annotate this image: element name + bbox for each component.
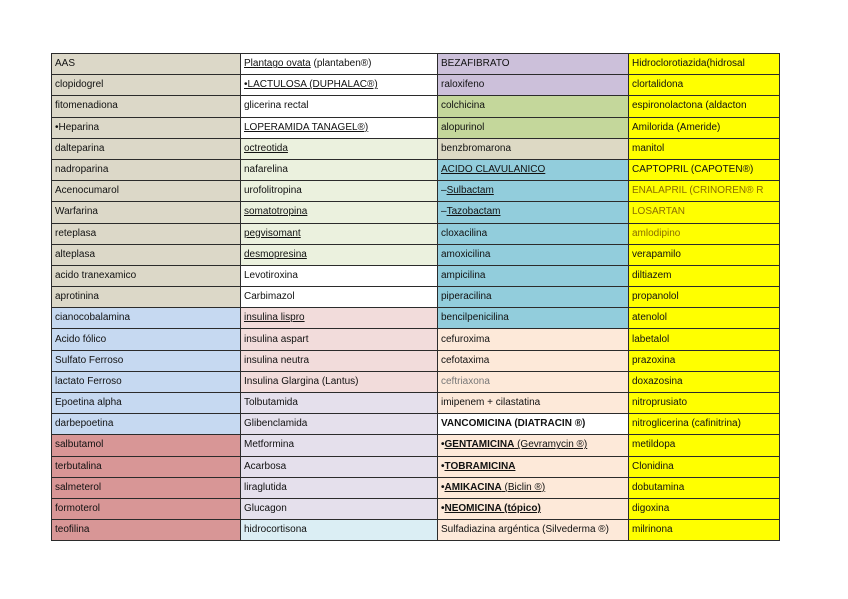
cell-text: salmeterol (55, 481, 102, 493)
table-cell[interactable] (241, 181, 438, 202)
table-cell[interactable] (438, 435, 629, 456)
table-cell[interactable] (241, 520, 438, 541)
table-cell[interactable] (241, 244, 438, 265)
cell-text: LOSARTAN (632, 206, 685, 218)
cell-text: BEZAFIBRATO (441, 58, 510, 70)
table-cell[interactable] (629, 329, 780, 350)
cell-text: Acido fólico (55, 333, 107, 345)
table-cell[interactable] (629, 223, 780, 244)
cell-text: raloxifeno (441, 79, 485, 91)
cell-text: urofolitropina (244, 185, 302, 197)
table-row (52, 393, 780, 414)
table-cell[interactable] (241, 287, 438, 308)
table-cell[interactable] (52, 117, 241, 138)
table-cell[interactable] (241, 308, 438, 329)
table-cell[interactable] (241, 329, 438, 350)
table-row (52, 329, 780, 350)
table-row (52, 138, 780, 159)
table-cell[interactable] (52, 223, 241, 244)
cell-text: Tazobactam (446, 206, 501, 218)
table-cell[interactable] (241, 54, 438, 75)
table-row (52, 308, 780, 329)
cell-text: AAS (55, 58, 76, 70)
cell-text: alopurinol (441, 121, 485, 133)
cell-text: Insulina Glargina (Lantus) (244, 375, 359, 387)
table-cell[interactable] (438, 393, 629, 414)
cell-text: Tolbutamida (244, 397, 298, 409)
cell-text: hidrocortisona (244, 524, 307, 536)
table-cell[interactable] (52, 138, 241, 159)
table-cell[interactable] (438, 498, 629, 519)
cell-text: CAPTOPRIL (CAPOTEN®) (632, 164, 754, 176)
table-cell[interactable] (438, 223, 629, 244)
table-row (52, 223, 780, 244)
table-cell[interactable] (629, 181, 780, 202)
table-cell[interactable] (438, 181, 629, 202)
cell-text: doxazosina (632, 375, 683, 387)
cell-text: amlodipino (632, 227, 681, 239)
table-row (52, 477, 780, 498)
table-cell[interactable] (629, 393, 780, 414)
table-row (52, 498, 780, 519)
cell-text: NEOMICINA (tópico) (444, 503, 541, 515)
cell-text: aprotinina (55, 291, 99, 303)
cell-text: terbutalina (55, 460, 102, 472)
table-cell[interactable] (438, 371, 629, 392)
cell-text: ENALAPRIL (CRINOREN® R (632, 185, 764, 197)
cell-text: imipenem + cilastatina (441, 397, 541, 409)
table-row (52, 520, 780, 541)
cell-text: propanolol (632, 291, 679, 303)
cell-text: dobutamina (632, 481, 685, 493)
table-cell[interactable] (52, 96, 241, 117)
table-cell[interactable] (629, 477, 780, 498)
table-row (52, 265, 780, 286)
cell-text: – (441, 185, 447, 197)
cell-text: octreotida (244, 142, 288, 154)
cell-text: Plantago ovata (244, 58, 311, 70)
table-cell[interactable] (629, 456, 780, 477)
cell-text: insulina neutra (244, 354, 310, 366)
cell-text: • (441, 503, 445, 515)
table-cell[interactable] (241, 498, 438, 519)
table-cell[interactable] (241, 202, 438, 223)
cell-text: •Heparina (55, 121, 100, 133)
table-cell[interactable] (241, 456, 438, 477)
cell-text: Acarbosa (244, 460, 287, 472)
cell-text: Hidroclorotiazida(hidrosal (632, 58, 745, 70)
cell-text: labetalol (632, 333, 670, 345)
cell-text: Warfarina (55, 206, 98, 218)
cell-text: Clonidina (632, 460, 674, 472)
table-row (52, 456, 780, 477)
table-cell[interactable] (629, 350, 780, 371)
cell-text: metildopa (632, 439, 676, 451)
table-cell[interactable] (438, 477, 629, 498)
table-cell[interactable] (241, 138, 438, 159)
table-cell[interactable] (241, 75, 438, 96)
cell-text: reteplasa (55, 227, 97, 239)
cell-text: pegvisomant (244, 227, 301, 239)
cell-text: •LACTULOSA (DUPHALAC®) (244, 79, 378, 91)
cell-text: cefotaxima (441, 354, 490, 366)
cell-text: nitroprusiato (632, 397, 688, 409)
table-row (52, 414, 780, 435)
cell-text: Metformina (244, 439, 295, 451)
table-cell[interactable] (241, 96, 438, 117)
cell-text: TOBRAMICINA (444, 460, 516, 472)
cell-text: • (441, 460, 445, 472)
cell-text: (Biclin ®) (501, 481, 546, 493)
table-cell[interactable] (241, 393, 438, 414)
table-cell[interactable] (629, 54, 780, 75)
table-cell[interactable] (52, 393, 241, 414)
table-cell[interactable] (629, 96, 780, 117)
table-cell[interactable] (629, 75, 780, 96)
cell-text: ceftriaxona (441, 375, 490, 387)
cell-text: atenolol (632, 312, 668, 324)
cell-text: digoxina (632, 503, 670, 515)
cell-text: clortalidona (632, 79, 684, 91)
cell-text: insulina aspart (244, 333, 309, 345)
cell-text: liraglutida (244, 481, 287, 493)
cell-text: salbutamol (55, 439, 104, 451)
table-cell[interactable] (438, 329, 629, 350)
table-row (52, 75, 780, 96)
cell-text: glicerina rectal (244, 100, 309, 112)
cell-text: desmopresina (244, 248, 307, 260)
cell-text: diltiazem (632, 269, 672, 281)
table-cell[interactable] (629, 435, 780, 456)
drug-table-body (52, 54, 780, 541)
cell-text: dalteparina (55, 142, 105, 154)
cell-text: clopidogrel (55, 79, 104, 91)
table-cell[interactable] (52, 520, 241, 541)
cell-text: LOPERAMIDA TANAGEL®) (244, 121, 369, 133)
table-cell[interactable] (438, 520, 629, 541)
table-cell[interactable] (629, 265, 780, 286)
table-cell[interactable] (52, 181, 241, 202)
table-cell[interactable] (438, 244, 629, 265)
table-cell[interactable] (629, 414, 780, 435)
table-cell[interactable] (52, 287, 241, 308)
table-cell[interactable] (629, 159, 780, 180)
table-cell[interactable] (52, 435, 241, 456)
cell-text: lactato Ferroso (55, 375, 122, 387)
table-cell[interactable] (438, 350, 629, 371)
table-cell[interactable] (52, 371, 241, 392)
table-cell[interactable] (241, 371, 438, 392)
cell-text: colchicina (441, 100, 485, 112)
table-cell[interactable] (52, 477, 241, 498)
table-cell[interactable] (438, 138, 629, 159)
cell-text: Amilorida (Ameride) (632, 121, 721, 133)
table-cell[interactable] (438, 117, 629, 138)
cell-text: Sulbactam (446, 185, 494, 197)
table-cell[interactable] (52, 75, 241, 96)
table-cell[interactable] (629, 308, 780, 329)
cell-text: – (441, 206, 447, 218)
cell-text: darbepoetina (55, 418, 114, 430)
cell-text: alteplasa (55, 248, 96, 260)
table-cell[interactable] (52, 244, 241, 265)
table-row (52, 435, 780, 456)
cell-text: Carbimazol (244, 291, 295, 303)
cell-text: manitol (632, 142, 665, 154)
cell-text: Sulfato Ferroso (55, 354, 124, 366)
cell-text: Glibenclamida (244, 418, 308, 430)
table-cell[interactable] (52, 456, 241, 477)
table-row (52, 181, 780, 202)
table-cell[interactable] (52, 202, 241, 223)
cell-text: (plantaben®) (310, 58, 372, 70)
table-cell[interactable] (241, 477, 438, 498)
table-cell[interactable] (52, 498, 241, 519)
cell-text: verapamilo (632, 248, 681, 260)
table-cell[interactable] (52, 329, 241, 350)
table-cell[interactable] (629, 371, 780, 392)
cell-text: • (441, 481, 445, 493)
table-cell[interactable] (629, 287, 780, 308)
table-row (52, 244, 780, 265)
table-cell[interactable] (241, 265, 438, 286)
table-cell[interactable] (438, 159, 629, 180)
table-cell[interactable] (52, 265, 241, 286)
table-cell[interactable] (52, 350, 241, 371)
cell-text: amoxicilina (441, 248, 491, 260)
table-cell[interactable] (241, 350, 438, 371)
cell-text: nafarelina (244, 164, 288, 176)
cell-text: Glucagon (244, 503, 287, 515)
cell-text: Epoetina alpha (55, 397, 122, 409)
table-cell[interactable] (241, 117, 438, 138)
table-row (52, 54, 780, 75)
cell-text: nadroparina (55, 164, 109, 176)
table-cell[interactable] (241, 159, 438, 180)
cell-text: acido tranexamico (55, 269, 137, 281)
cell-text: insulina lispro (244, 312, 305, 324)
table-cell[interactable] (241, 435, 438, 456)
table-row (52, 287, 780, 308)
table-cell[interactable] (438, 414, 629, 435)
table-cell[interactable] (438, 308, 629, 329)
table-cell[interactable] (52, 308, 241, 329)
table-cell[interactable] (241, 414, 438, 435)
table-cell[interactable] (52, 414, 241, 435)
cell-text: teofilina (55, 524, 90, 536)
drug-table (51, 53, 780, 541)
table-cell[interactable] (241, 223, 438, 244)
cell-text: ACIDO CLAVULANICO (441, 164, 546, 176)
table-cell[interactable] (52, 54, 241, 75)
table-cell[interactable] (629, 117, 780, 138)
cell-text: formoterol (55, 503, 101, 515)
cell-text: piperacilina (441, 291, 492, 303)
cell-text: espironolactona (aldacton (632, 100, 747, 112)
cell-text: cefuroxima (441, 333, 490, 345)
table-cell[interactable] (52, 159, 241, 180)
cell-text: somatotropina (244, 206, 308, 218)
cell-text: GENTAMICINA (444, 439, 515, 451)
table-row (52, 159, 780, 180)
table-cell[interactable] (438, 96, 629, 117)
table-row (52, 371, 780, 392)
table-cell[interactable] (438, 265, 629, 286)
table-row (52, 117, 780, 138)
table-cell[interactable] (438, 287, 629, 308)
cell-text: milrinona (632, 524, 673, 536)
cell-text: ampicilina (441, 269, 486, 281)
cell-text: VANCOMICINA (DIATRACIN ®) (441, 418, 586, 430)
cell-text: Sulfadiazina argéntica (Silvederma ®) (441, 524, 610, 536)
table-cell[interactable] (438, 54, 629, 75)
table-row (52, 96, 780, 117)
table-cell[interactable] (629, 202, 780, 223)
cell-text: AMIKACINA (444, 481, 502, 493)
cell-text: fitomenadiona (55, 100, 118, 112)
cell-text: nitroglicerina (cafinitrina) (632, 418, 741, 430)
cell-text: prazoxina (632, 354, 676, 366)
table-cell[interactable] (629, 244, 780, 265)
cell-text: bencilpenicilina (441, 312, 509, 324)
table-cell[interactable] (438, 202, 629, 223)
cell-text: (Gevramycin ®) (514, 439, 588, 451)
table-row (52, 350, 780, 371)
table-cell[interactable] (629, 498, 780, 519)
cell-text: benzbromarona (441, 142, 512, 154)
cell-text: • (441, 439, 445, 451)
table-cell[interactable] (438, 456, 629, 477)
table-cell[interactable] (438, 75, 629, 96)
cell-text: cianocobalamina (55, 312, 131, 324)
cell-text: cloxacilina (441, 227, 488, 239)
cell-text: Levotiroxina (244, 269, 298, 281)
cell-text: Acenocumarol (55, 185, 119, 197)
table-cell[interactable] (629, 520, 780, 541)
table-cell[interactable] (629, 138, 780, 159)
table-row (52, 202, 780, 223)
